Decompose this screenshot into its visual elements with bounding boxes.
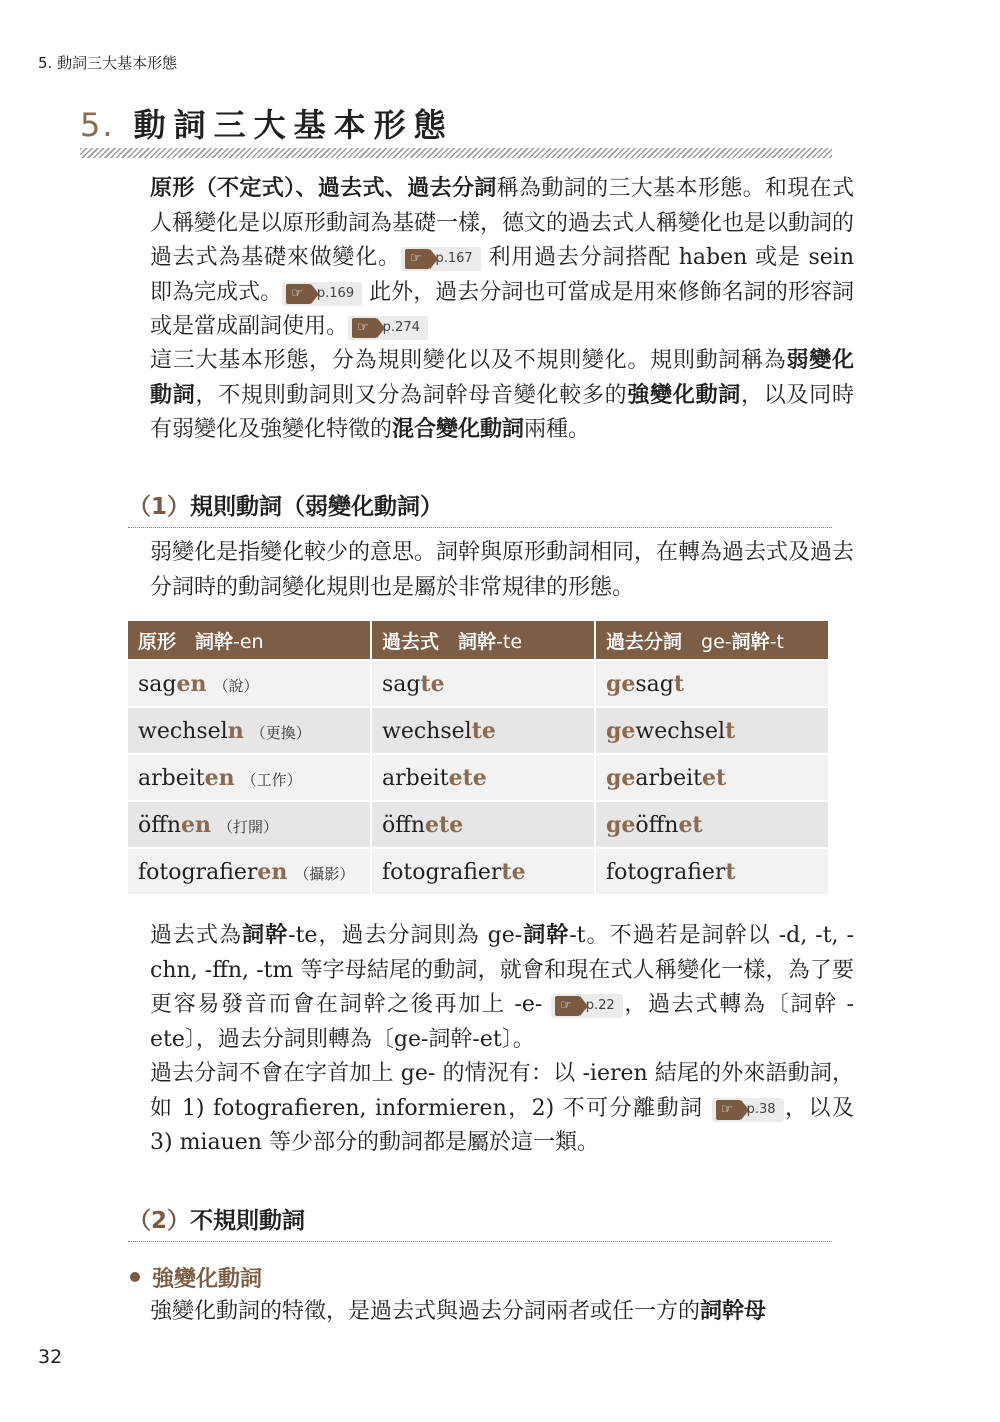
ending: ete: [425, 811, 464, 838]
cell-infinitive: [128, 849, 370, 894]
cell-past: [372, 661, 594, 706]
term-strong-verb: 強變化動詞: [627, 382, 742, 408]
text: 過去式為: [150, 923, 243, 948]
table-header-row: [128, 621, 828, 659]
intro-text-1: 稱為動詞的三大基本形態。和現在式人稱變化是以原形動詞為基礎一樣，德文的過去式人稱變化也是以動詞的過去式為基礎來做變化。: [150, 176, 855, 270]
intro-text-7: 兩種。: [524, 417, 591, 442]
table-row: [128, 708, 828, 753]
prefix: ge: [606, 717, 636, 744]
ending: te: [420, 670, 445, 697]
prefix: ge: [606, 670, 636, 697]
cell-past: [372, 802, 594, 847]
term-stem: 詞幹: [242, 923, 289, 948]
page-reference: [282, 282, 362, 306]
cell-infinitive: [128, 708, 370, 753]
text: 過去分詞不會在字首加上 ge- 的情況有：以 -ieren 結尾的外來語動詞，如 1) fotografieren, informieren，2) 不可分離動詞: [150, 1061, 854, 1121]
gloss: （工作）: [241, 770, 302, 789]
header-label: 原形 詞幹: [138, 630, 234, 653]
intro-text-4: 這三大基本形態，分為規則變化以及不規則變化。規則動詞稱為: [150, 348, 787, 373]
header-past: [372, 621, 594, 659]
text: ，過去式轉為〔詞幹 -ete〕，過去分詞則轉為〔ge-詞幹-et〕。: [150, 992, 854, 1052]
strong-verb-paragraph: [128, 1295, 854, 1330]
header-suffix: ge-: [701, 630, 732, 653]
text: 強變化動詞的特徵，是過去式與過去分詞兩者或任一方的: [150, 1299, 701, 1324]
term-mixed-verb: 混合變化動詞: [392, 417, 525, 442]
section-title: 不規則動詞: [190, 1208, 306, 1234]
gloss: （更換）: [250, 723, 311, 742]
cell-past: [372, 849, 594, 894]
ending: et: [678, 811, 703, 838]
stem: sag: [138, 671, 177, 697]
intro-paragraph-2: [128, 344, 854, 448]
pointing-hand-icon: ☞: [352, 318, 377, 338]
text: ，以及 3) miauen 等少部分的動詞都是屬於這一類。: [150, 1095, 854, 1155]
page-reference: [401, 247, 481, 271]
term-stem: 詞幹: [522, 923, 570, 948]
cell-past: [372, 708, 594, 753]
cell-past-participle: [596, 661, 828, 706]
ending: t: [725, 717, 736, 744]
page-reference: [348, 316, 428, 340]
cell-past-participle: [596, 755, 828, 800]
chapter-number: 5.: [80, 106, 115, 144]
reference-page: p.169: [316, 285, 355, 301]
strong-verb-heading: [130, 1262, 262, 1293]
page-reference: [712, 1098, 784, 1122]
ending: en: [257, 858, 288, 885]
conjugation-table: [126, 619, 830, 896]
intro-text-6: ，以及同時有弱變化及強變化特徵的: [150, 382, 854, 442]
stem: öffn: [138, 812, 182, 838]
table-row: [128, 849, 828, 894]
header-label: 過去分詞: [606, 630, 702, 653]
header-past-participle: [596, 621, 828, 659]
header-label: 詞幹: [731, 630, 770, 653]
pointing-hand-icon: ☞: [286, 284, 311, 304]
cell-past-participle: [596, 708, 828, 753]
section-heading-regular: [128, 488, 832, 528]
prefix: ge: [606, 764, 636, 791]
intro-text-3: 此外，過去分詞也可當成是用來修飾名詞的形容詞或是當成副詞使用。: [150, 279, 854, 339]
cell-past-participle: [596, 849, 828, 894]
table-row: [128, 755, 828, 800]
heading-text: 強變化動詞: [152, 1267, 263, 1292]
ending: et: [702, 764, 727, 791]
stem: öffn: [382, 812, 426, 838]
section-number: （2）: [128, 1208, 191, 1234]
bullet-icon: [130, 1272, 140, 1282]
stem: öffn: [635, 812, 679, 838]
reference-page: p.22: [585, 998, 615, 1013]
stem: sag: [635, 671, 674, 697]
term-stem-vowel: 詞幹母: [700, 1299, 767, 1324]
ending: te: [471, 717, 496, 744]
ending: n: [227, 717, 244, 744]
ending: t: [673, 670, 685, 697]
pointing-hand-icon: ☞: [716, 1100, 741, 1120]
after-table-paragraph-2: [128, 1057, 854, 1161]
ending: ete: [448, 764, 487, 791]
stem: arbeit: [138, 765, 205, 791]
gloss: （攝影）: [294, 864, 355, 883]
reference-page: p.38: [746, 1101, 776, 1117]
after-table-paragraph-1: [128, 919, 854, 1057]
title-hatch-rule: [80, 148, 832, 158]
table-row: [128, 661, 828, 706]
stem: arbeit: [635, 765, 703, 791]
term-weak-verb: 弱變化動詞: [150, 348, 854, 408]
ending: en: [181, 811, 212, 838]
intro-text-5: ，不規則動詞則又分為詞幹母音變化較多的: [195, 382, 628, 408]
running-header: 5. 動詞三大基本形態: [38, 54, 178, 72]
table-row: [128, 802, 828, 847]
header-suffix: -t: [769, 630, 784, 653]
header-suffix: -te: [496, 630, 523, 653]
header-infinitive: [128, 621, 370, 659]
stem: arbeit: [382, 765, 449, 791]
intro-text-2: 利用過去分詞搭配 haben 或是 sein 即為完成式。: [150, 245, 854, 305]
page-reference: [551, 994, 623, 1018]
stem: fotografier: [606, 859, 726, 885]
text: -t。不過若是詞幹以 -d, -t, -chn, -ffn, -tm 等字母結尾的動詞，就會和現在式人稱變化一樣，為了要更容易發音而會在詞幹之後再加上 -e-: [150, 923, 854, 1017]
section-heading-irregular: [128, 1202, 832, 1242]
text: -te，過去分詞則為 ge-: [288, 923, 523, 948]
chapter-title: [80, 100, 454, 146]
prefix: ge: [606, 811, 636, 838]
cell-infinitive: [128, 755, 370, 800]
page-number: 32: [38, 1346, 63, 1368]
cell-past: [372, 755, 594, 800]
header-suffix: -en: [233, 630, 264, 653]
header-label: 過去式 詞幹: [382, 630, 497, 653]
chapter-title-text: 動詞三大基本形態: [133, 106, 454, 144]
ending: t: [725, 858, 736, 885]
stem: sag: [382, 671, 421, 697]
gloss: （打開）: [218, 817, 279, 836]
ending: en: [176, 670, 207, 697]
stem: wechsel: [382, 718, 472, 744]
cell-past-participle: [596, 802, 828, 847]
intro-bold-forms: 原形（不定式）、過去式、過去分詞: [150, 176, 497, 201]
cell-infinitive: [128, 802, 370, 847]
section-number: （1）: [128, 494, 191, 520]
reference-page: p.274: [382, 320, 420, 335]
ending: en: [204, 764, 235, 791]
pointing-hand-icon: ☞: [555, 996, 580, 1016]
cell-infinitive: [128, 661, 370, 706]
section1-paragraph: 弱變化是指變化較少的意思。詞幹與原形動詞相同，在轉為過去式及過去分詞時的動詞變化規則也是屬於非常規律的形態。: [150, 540, 855, 600]
pointing-hand-icon: ☞: [405, 249, 430, 269]
stem: fotografier: [382, 859, 502, 885]
stem: fotografier: [138, 859, 258, 885]
ending: te: [501, 858, 526, 885]
stem: wechsel: [138, 718, 228, 744]
stem: wechsel: [635, 718, 726, 744]
gloss: （說）: [213, 676, 259, 695]
intro-paragraph-1: [128, 172, 854, 345]
section-title: 規則動詞（弱變化動詞）: [190, 494, 444, 520]
reference-page: p.167: [435, 251, 473, 266]
